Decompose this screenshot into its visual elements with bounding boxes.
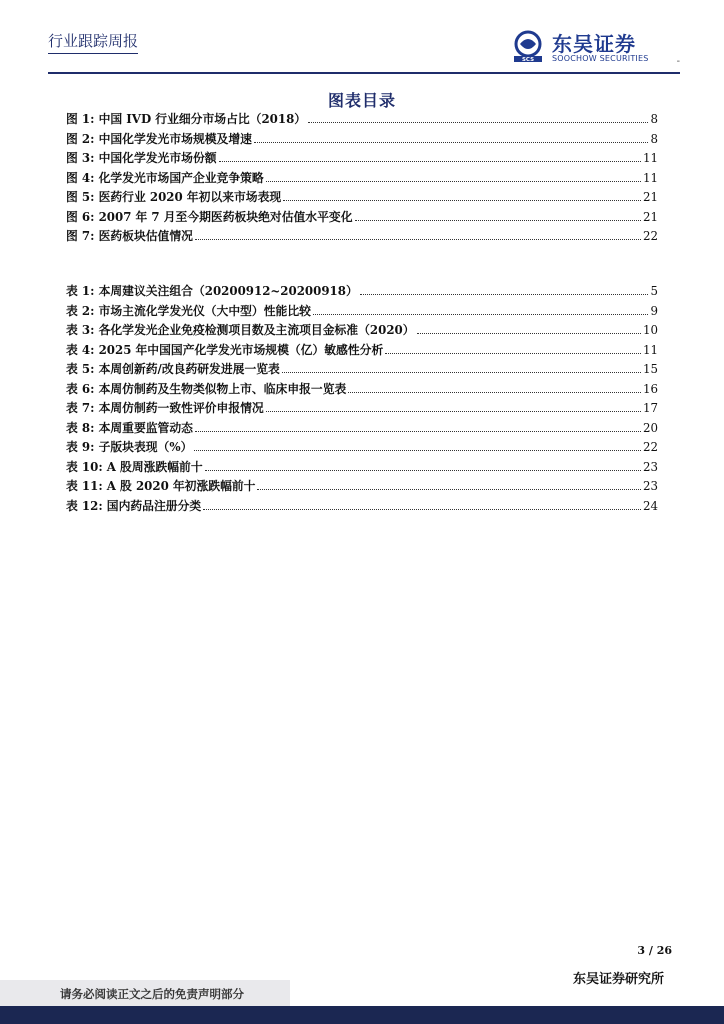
- dot-leader: [205, 470, 641, 471]
- dot-leader: [385, 353, 641, 354]
- toc-entry-label: 表 12: 国内药品注册分类: [66, 498, 202, 513]
- toc-entry-label: 表 9: 子版块表现（%）: [66, 440, 193, 454]
- dot-leader: [194, 450, 641, 451]
- figure-toc-entry[interactable]: [66, 110, 658, 130]
- dot-leader: [282, 372, 641, 373]
- dot-leader: [355, 220, 641, 221]
- logo-english-name: SOOCHOW SECURITIES: [552, 54, 649, 63]
- dot-leader: [257, 489, 641, 490]
- toc-entry-page: 21: [642, 209, 658, 224]
- toc-entry-label: 图 4: 化学发光市场国产企业竞争策略: [66, 170, 264, 185]
- company-logo: [512, 30, 680, 67]
- toc-entry-page: 24: [642, 498, 658, 513]
- table-toc-entry[interactable]: [66, 282, 658, 302]
- dot-leader: [283, 200, 641, 201]
- toc-entry-label: 表 10: A 股周涨跌幅前十: [66, 459, 203, 474]
- toc-entry-page: 5: [650, 284, 658, 298]
- table-toc-entry[interactable]: [66, 438, 658, 458]
- toc-entry-label: 图 2: 中国化学发光市场规模及增速: [66, 131, 252, 146]
- report-type-label: 行业跟踪周报: [48, 30, 138, 54]
- toc-title: 图表目录: [327, 91, 396, 110]
- header-dash: -: [676, 56, 680, 67]
- table-toc-entry[interactable]: [66, 380, 658, 400]
- institute-name: 东吴证券研究所: [572, 972, 664, 987]
- dot-leader: [313, 314, 649, 315]
- figure-toc-entry[interactable]: [66, 149, 658, 169]
- toc-entry-label: 表 8: 本周重要监管动态: [66, 420, 193, 435]
- dot-leader: [195, 431, 641, 432]
- dot-leader: [360, 294, 649, 295]
- toc-entry-page: 10: [642, 323, 658, 337]
- table-toc-entry[interactable]: [66, 302, 658, 322]
- disclaimer-text: 请务必阅读正文之后的免责声明部分: [60, 987, 244, 1001]
- header-divider: [48, 72, 680, 74]
- table-toc-entry[interactable]: [66, 477, 658, 497]
- toc-entry-label: 表 11: A 股 2020 年初涨跌幅前十: [66, 479, 256, 493]
- table-toc-entry[interactable]: [66, 341, 658, 361]
- toc-entry-page: 20: [642, 420, 658, 435]
- toc-entry-page: 11: [642, 170, 658, 185]
- toc-entry-page: 17: [642, 401, 658, 415]
- toc-entry-label: 表 6: 本周仿制药及生物类似物上市、临床申报一览表: [66, 381, 347, 396]
- toc-entry-label: 图 1: 中国 IVD 行业细分市场占比（2018）: [66, 112, 307, 126]
- toc-entry-page: 11: [642, 151, 658, 165]
- toc-entry-label: 表 1: 本周建议关注组合（20200912~20200918）: [66, 284, 358, 298]
- toc-entry-page: 15: [642, 362, 658, 376]
- table-toc-entry[interactable]: [66, 497, 658, 517]
- dot-leader: [266, 411, 641, 412]
- dot-leader: [417, 333, 641, 334]
- dot-leader: [266, 181, 641, 182]
- figure-toc-entry[interactable]: [66, 208, 658, 228]
- logo-chinese-name: 东吴证券: [552, 32, 636, 56]
- toc-entry-label: 表 2: 市场主流化学发光仪（大中型）性能比较: [66, 303, 311, 318]
- toc-entry-label: 图 3: 中国化学发光市场份额: [66, 151, 217, 165]
- soochow-logo-icon: [512, 30, 544, 62]
- toc-entry-page: 11: [642, 342, 658, 357]
- toc-entry-label: 图 7: 医药板块估值情况: [66, 229, 193, 243]
- figure-toc-entry[interactable]: [66, 227, 658, 247]
- figure-toc-entry[interactable]: [66, 188, 658, 208]
- toc-entry-page: 8: [650, 112, 658, 126]
- table-toc-entry[interactable]: [66, 399, 658, 419]
- toc-entry-label: 表 4: 2025 年中国国产化学发光市场规模（亿）敏感性分析: [66, 342, 384, 357]
- toc-entry-page: 23: [642, 479, 658, 493]
- figure-toc-entry[interactable]: [66, 169, 658, 189]
- dot-leader: [203, 509, 641, 510]
- toc-entry-page: 16: [642, 381, 658, 396]
- logo-mark-text: SCS: [521, 57, 535, 62]
- toc-entry-page: 21: [642, 190, 658, 204]
- toc-entry-page: 9: [650, 303, 658, 318]
- dot-leader: [195, 239, 641, 240]
- table-toc-entry[interactable]: [66, 321, 658, 341]
- toc-entry-page: 22: [642, 229, 658, 243]
- toc-entry-label: 表 7: 本周仿制药一致性评价申报情况: [66, 401, 264, 415]
- dot-leader: [348, 392, 641, 393]
- dot-leader: [254, 142, 649, 143]
- toc-entry-label: 表 5: 本周创新药/改良药研发进展一览表: [66, 362, 280, 376]
- figure-list: [66, 110, 658, 247]
- table-toc-entry[interactable]: [66, 458, 658, 478]
- toc-entry-page: 22: [642, 440, 658, 454]
- table-toc-entry[interactable]: [66, 419, 658, 439]
- dot-leader: [308, 122, 648, 123]
- toc-entry-label: 图 5: 医药行业 2020 年初以来市场表现: [66, 190, 282, 204]
- dot-leader: [219, 161, 641, 162]
- table-toc-entry[interactable]: [66, 360, 658, 380]
- toc-entry-label: 图 6: 2007 年 7 月至今期医药板块绝对估值水平变化: [66, 209, 353, 224]
- toc-entry-page: 23: [642, 459, 658, 474]
- table-list: [66, 282, 658, 516]
- figure-toc-entry[interactable]: [66, 130, 658, 150]
- footer-bar: [0, 1006, 724, 1024]
- toc-entry-page: 8: [650, 131, 658, 146]
- page-number: 3 / 26: [637, 944, 672, 957]
- toc-entry-label: 表 3: 各化学发光企业免疫检测项目数及主流项目金标准（2020）: [66, 323, 415, 337]
